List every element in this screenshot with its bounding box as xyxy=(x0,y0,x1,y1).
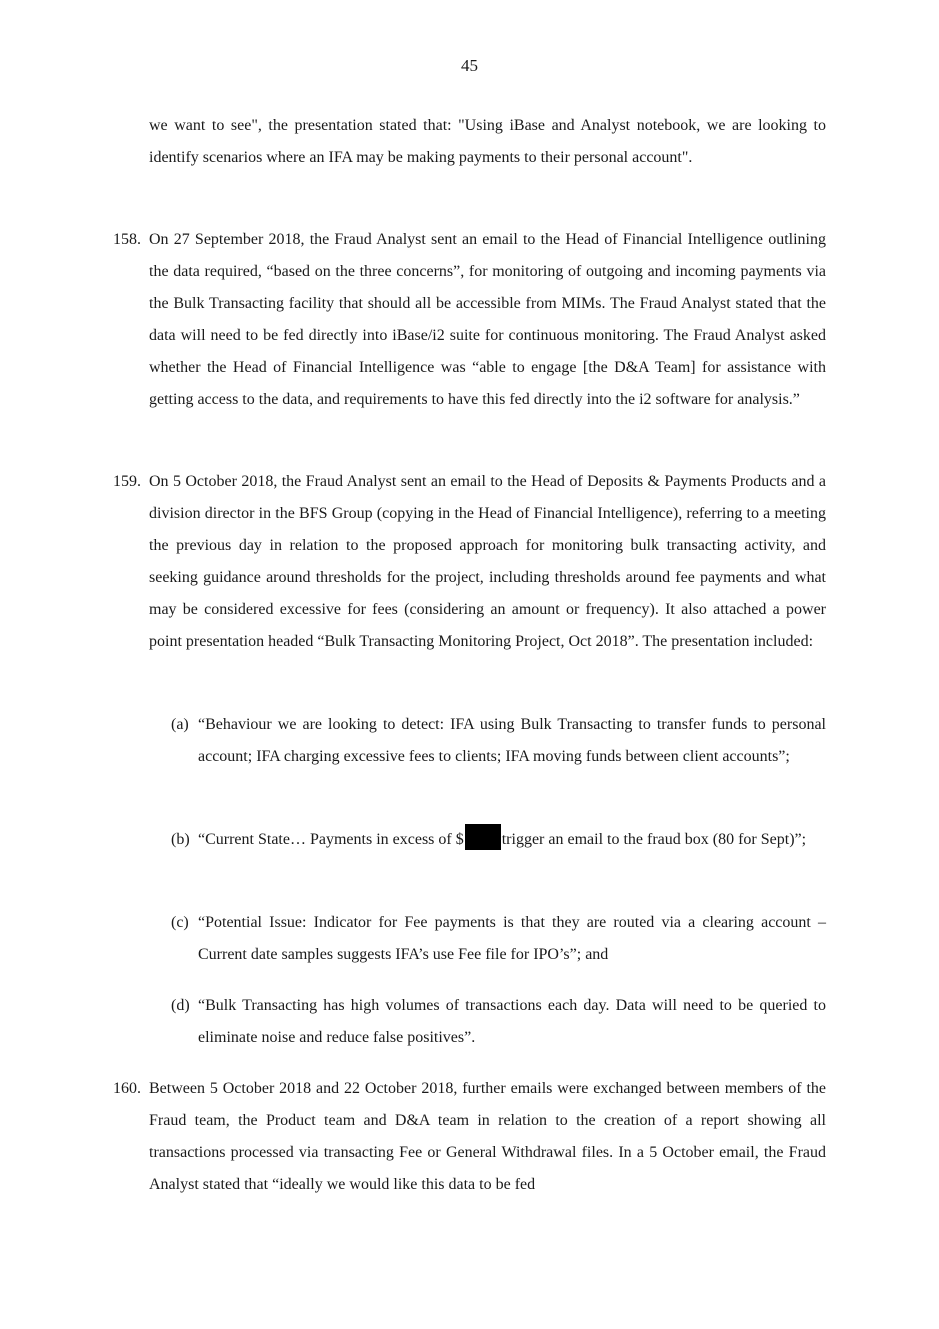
subitem-d: “Bulk Transacting has high volumes of transactions each day. Data will need to be queried to eliminate noise and reduce false positives”. xyxy=(198,997,826,1047)
paragraph-160: Between 5 October 2018 and 22 October 2018, further emails were exchanged between members of the Fraud team, the Product team and D&A team in relation to the creation of a report showing all transactions processed via transacting Fee or General Withdrawal files. In a 5 October email, the Fraud Analyst stated that “ideally we would like this data to be fed xyxy=(149,1080,826,1194)
subitem-b xyxy=(198,824,826,856)
subitem-a: “Behaviour we are looking to detect: IFA using Bulk Transacting to transfer funds to personal account; IFA charging excessive fees to clients; IFA moving funds between client accounts”; xyxy=(198,716,826,766)
subitem-c: “Potential Issue: Indicator for Fee payments is that they are routed via a clearing account – Current date samples suggests IFA’s use Fee file for IPO’s”; and xyxy=(198,914,826,964)
subitem-b-text-after: trigger an email to the fraud box (80 for Sept)”; xyxy=(501,831,807,848)
paragraph-number: 160. xyxy=(113,1080,141,1097)
subitem-label: (c) xyxy=(171,914,189,931)
subitem-b-text-before: “Current State… Payments in excess of $ xyxy=(198,831,464,848)
paragraph-number: 159. xyxy=(113,473,141,490)
page-number: 45 xyxy=(461,56,478,75)
continuation-paragraph: we want to see", the presentation stated that: "Using iBase and Analyst notebook, we are looking to identify scenarios where an IFA may be making payments to their personal account". xyxy=(149,117,826,167)
subitem-label: (d) xyxy=(171,997,190,1014)
redaction-block xyxy=(465,824,501,850)
paragraph-159: On 5 October 2018, the Fraud Analyst sent an email to the Head of Deposits & Payments Products and a division director in the BFS Group (copying in the Head of Financial Intelligence), referring to a meeting the previous day in relation to the proposed approach for monitoring bulk transacting activity, and seeking guidance around thresholds for the project, including thresholds around fee payments and what may be considered excessive for fees (considering an amount or frequency). It also attached a power point presentation headed “Bulk Transacting Monitoring Project, Oct 2018”. The presentation included: xyxy=(149,473,826,651)
paragraph-158: On 27 September 2018, the Fraud Analyst sent an email to the Head of Financial Intelligence outlining the data required, “based on the three concerns”, for monitoring of outgoing and incoming payments via the Bulk Transacting facility that should all be accessible from MIMs. The Fraud Analyst stated that the data will need to be fed directly into iBase/i2 suite for continuous monitoring. The Fraud Analyst asked whether the Head of Financial Intelligence was “able to engage [the D&A Team] for assistance with getting access to the data, and requirements to have this fed directly into the i2 software for analysis.” xyxy=(149,231,826,409)
subitem-label: (a) xyxy=(171,716,189,733)
subitem-label: (b) xyxy=(171,831,190,848)
paragraph-number: 158. xyxy=(113,231,141,248)
